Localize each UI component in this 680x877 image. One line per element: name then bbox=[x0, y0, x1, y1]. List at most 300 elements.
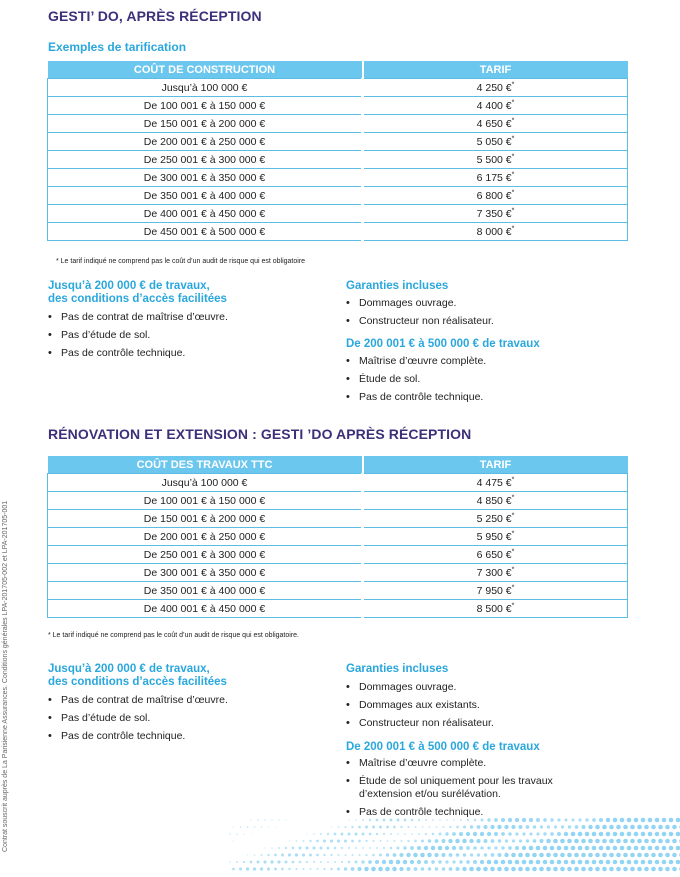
decorative-dot bbox=[602, 867, 607, 872]
decorative-dot bbox=[487, 860, 492, 865]
decorative-dot bbox=[526, 825, 530, 829]
decorative-dot bbox=[372, 854, 375, 857]
decorative-dot bbox=[648, 832, 653, 837]
footnote-asterisk: * bbox=[511, 81, 515, 88]
decorative-dot bbox=[387, 840, 389, 842]
decorative-dot bbox=[247, 826, 249, 828]
decorative-dot bbox=[247, 854, 248, 855]
decorative-dot bbox=[518, 853, 523, 858]
decorative-dot bbox=[546, 867, 551, 872]
decorative-dot bbox=[578, 860, 583, 865]
footnote-asterisk: * bbox=[511, 117, 515, 124]
decorative-dot bbox=[334, 861, 336, 863]
cost-range-cell: De 400 001 € à 450 000 € bbox=[48, 205, 363, 223]
decorative-dot bbox=[393, 853, 397, 857]
decorative-dot bbox=[567, 867, 572, 872]
decorative-dot bbox=[655, 846, 660, 851]
decorative-dot bbox=[655, 818, 660, 823]
decorative-dot bbox=[644, 853, 649, 858]
decorative-dot bbox=[296, 840, 298, 842]
bullet-item: • Pas d’étude de sol. bbox=[48, 329, 228, 342]
heading-line: des conditions d’accès facilitées bbox=[48, 676, 227, 688]
decorative-dot bbox=[641, 846, 646, 851]
decorative-dot bbox=[302, 868, 304, 870]
tariff-cell bbox=[363, 115, 628, 133]
decorative-dot bbox=[560, 853, 565, 858]
decorative-dot bbox=[504, 867, 509, 872]
decorative-dot bbox=[312, 846, 315, 849]
decorative-dot bbox=[578, 846, 583, 851]
decorative-dot bbox=[644, 839, 649, 844]
decorative-dot bbox=[285, 861, 288, 864]
section1-footnote: * Le tarif indiqué ne comprend pas le coût d’un audit de risque qui est obligatoire bbox=[56, 258, 306, 265]
section1-subtitle: Exemples de tarification bbox=[48, 40, 187, 54]
decorative-dot bbox=[364, 867, 368, 871]
decorative-dot bbox=[264, 819, 266, 821]
decorative-dot bbox=[477, 825, 481, 829]
decorative-dot bbox=[466, 846, 470, 850]
decorative-dot bbox=[518, 825, 522, 829]
decorative-dot bbox=[250, 861, 253, 864]
decorative-dot bbox=[341, 861, 343, 863]
decorative-dot bbox=[399, 853, 403, 857]
decorative-dot bbox=[665, 853, 670, 858]
decorative-dot bbox=[567, 839, 572, 844]
decorative-dot bbox=[323, 854, 325, 856]
section2-left-list bbox=[48, 694, 228, 748]
decorative-dot bbox=[511, 867, 516, 872]
cost-range-cell: De 150 001 € à 200 000 € bbox=[48, 115, 363, 133]
decorative-dot bbox=[438, 860, 441, 863]
decorative-dot bbox=[672, 839, 677, 844]
decorative-dot bbox=[313, 833, 315, 835]
cost-range-cell: De 450 001 € à 500 000 € bbox=[48, 223, 363, 241]
decorative-dot bbox=[369, 833, 372, 836]
decorative-dot bbox=[592, 860, 597, 865]
decorative-dot bbox=[571, 860, 576, 865]
decorative-dot bbox=[669, 860, 674, 865]
decorative-dot bbox=[620, 832, 625, 837]
decorative-dot bbox=[669, 818, 674, 823]
decorative-dot bbox=[532, 867, 537, 872]
decorative-dot bbox=[539, 853, 544, 858]
decorative-dot bbox=[550, 846, 555, 851]
decorative-dot bbox=[459, 832, 463, 836]
decorative-dot bbox=[420, 853, 425, 858]
decorative-dot bbox=[435, 839, 439, 843]
decorative-dot bbox=[271, 847, 273, 849]
decorative-dot bbox=[323, 840, 326, 843]
decorative-dot bbox=[592, 832, 597, 837]
decorative-dot bbox=[271, 819, 273, 821]
decorative-dot bbox=[396, 860, 401, 865]
decorative-dot bbox=[560, 867, 565, 872]
decorative-dot bbox=[665, 867, 670, 872]
decorative-dot bbox=[574, 867, 579, 872]
table-row bbox=[48, 169, 628, 187]
decorative-dot bbox=[240, 826, 242, 828]
decorative-dot bbox=[480, 860, 484, 864]
cost-range-cell: Jusqu’à 100 000 € bbox=[48, 79, 363, 97]
decorative-dot bbox=[567, 853, 572, 858]
decorative-dot bbox=[445, 832, 448, 835]
decorative-dot bbox=[365, 854, 367, 856]
decorative-dot bbox=[599, 818, 603, 822]
decorative-dot bbox=[557, 846, 562, 851]
decorative-dot bbox=[380, 840, 382, 842]
decorative-dot bbox=[508, 846, 512, 850]
decorative-dot bbox=[445, 846, 449, 850]
decorative-dot bbox=[407, 840, 409, 842]
table-row bbox=[48, 97, 628, 115]
decorative-dot bbox=[515, 846, 519, 850]
decorative-dot bbox=[390, 833, 392, 835]
decorative-dot bbox=[267, 867, 270, 870]
bullet-item: • Pas d’étude de sol. bbox=[48, 712, 228, 725]
decorative-dot bbox=[278, 847, 280, 849]
decorative-dot bbox=[309, 854, 312, 857]
table-row bbox=[48, 564, 628, 582]
decorative-dot bbox=[676, 818, 680, 823]
decorative-dot bbox=[595, 867, 600, 872]
decorative-dot bbox=[236, 861, 238, 863]
decorative-dot bbox=[441, 839, 445, 843]
decorative-dot bbox=[383, 847, 385, 849]
decorative-dot bbox=[634, 846, 639, 851]
decorative-dot bbox=[630, 825, 635, 830]
decorative-dot bbox=[278, 819, 279, 820]
decorative-dot bbox=[501, 846, 504, 849]
decorative-dot bbox=[399, 867, 403, 871]
decorative-dot bbox=[254, 826, 256, 828]
decorative-dot bbox=[452, 846, 456, 850]
decorative-dot bbox=[574, 839, 579, 844]
tariff-value: 5 950 € bbox=[476, 530, 512, 543]
decorative-dot bbox=[469, 839, 473, 843]
decorative-dot bbox=[302, 840, 304, 842]
table-row bbox=[48, 133, 628, 151]
footnote-asterisk: * bbox=[511, 476, 515, 483]
decorative-dot bbox=[588, 867, 593, 872]
decorative-dot bbox=[358, 854, 360, 856]
tariff-value: 8 000 € bbox=[476, 225, 512, 238]
bullet-item: • Pas de contrôle technique. bbox=[346, 806, 596, 819]
decorative-dot bbox=[595, 853, 600, 858]
table-row bbox=[48, 600, 628, 618]
decorative-dot bbox=[441, 853, 445, 857]
decorative-dot bbox=[305, 846, 308, 849]
decorative-dot bbox=[501, 860, 506, 865]
decorative-dot bbox=[274, 868, 277, 871]
decorative-dot bbox=[417, 846, 421, 850]
decorative-dot bbox=[564, 846, 569, 851]
section2-left-heading bbox=[48, 663, 227, 689]
tariff-value: 7 950 € bbox=[476, 584, 512, 597]
footnote-asterisk: * bbox=[511, 171, 515, 178]
decorative-dot bbox=[414, 867, 418, 871]
decorative-dot bbox=[431, 846, 435, 850]
decorative-dot bbox=[375, 860, 379, 864]
decorative-dot bbox=[431, 860, 435, 864]
decorative-dot bbox=[455, 867, 459, 871]
decorative-dot bbox=[352, 854, 354, 856]
tariff-value: 6 800 € bbox=[476, 189, 512, 202]
decorative-dot bbox=[351, 867, 355, 871]
decorative-dot bbox=[397, 847, 400, 850]
decorative-dot bbox=[630, 839, 635, 844]
decorative-dot bbox=[369, 847, 371, 849]
pricing-table-construction bbox=[47, 61, 628, 241]
decorative-dot bbox=[418, 833, 420, 835]
bullet-item: • Pas de contrôle technique. bbox=[48, 730, 228, 743]
tariff-cell bbox=[363, 546, 628, 564]
decorative-dot bbox=[490, 867, 495, 872]
tariff-cell bbox=[363, 223, 628, 241]
decorative-dot bbox=[379, 854, 382, 857]
cost-range-cell: De 100 001 € à 150 000 € bbox=[48, 97, 363, 115]
decorative-dot bbox=[476, 839, 480, 843]
decorative-dot bbox=[260, 867, 263, 870]
decorative-dot bbox=[434, 853, 438, 857]
decorative-dot bbox=[564, 832, 568, 836]
decorative-dot bbox=[389, 860, 394, 865]
decorative-dot bbox=[554, 825, 557, 828]
decorative-dot bbox=[568, 825, 571, 828]
cost-range-cell: De 350 001 € à 400 000 € bbox=[48, 187, 363, 205]
decorative-dot bbox=[581, 825, 585, 829]
decorative-dot bbox=[397, 833, 399, 835]
tariff-value: 4 250 € bbox=[476, 81, 512, 94]
decorative-dot bbox=[236, 833, 238, 835]
decorative-dot bbox=[351, 826, 353, 828]
decorative-dot bbox=[662, 818, 667, 823]
decorative-dot bbox=[292, 847, 295, 850]
cost-range-cell: De 200 001 € à 250 000 € bbox=[48, 133, 363, 151]
decorative-dot bbox=[393, 826, 396, 829]
decorative-dot bbox=[623, 825, 628, 830]
tariff-cell bbox=[363, 187, 628, 205]
decorative-dot bbox=[320, 833, 322, 835]
decorative-dot bbox=[379, 826, 382, 829]
decorative-dot bbox=[599, 832, 604, 837]
decorative-dot bbox=[302, 853, 305, 856]
footnote-asterisk: * bbox=[511, 548, 515, 555]
decorative-dot bbox=[362, 833, 365, 836]
decorative-dot bbox=[522, 860, 527, 865]
decorative-dot bbox=[289, 840, 290, 841]
pricing-table-renovation bbox=[47, 456, 628, 618]
tariff-value: 4 400 € bbox=[476, 99, 512, 112]
tariff-value: 4 475 € bbox=[476, 476, 512, 489]
decorative-dot bbox=[655, 860, 660, 865]
decorative-dot bbox=[306, 833, 307, 834]
decorative-dot bbox=[355, 833, 358, 836]
heading-line: Jusqu’à 200 000 € de travaux, bbox=[48, 280, 210, 292]
tariff-cell bbox=[363, 205, 628, 223]
decorative-dot bbox=[511, 825, 515, 829]
decorative-dot bbox=[439, 833, 442, 836]
decorative-dot bbox=[515, 832, 518, 835]
cost-range-cell: De 350 001 € à 400 000 € bbox=[48, 582, 363, 600]
section1-right-list bbox=[346, 297, 494, 333]
decorative-dot bbox=[309, 840, 311, 842]
decorative-dot bbox=[267, 854, 269, 856]
decorative-dot bbox=[672, 825, 677, 830]
decorative-dot bbox=[361, 860, 364, 863]
decorative-dot bbox=[606, 832, 611, 837]
decorative-dot bbox=[368, 860, 372, 864]
decorative-dot bbox=[372, 825, 375, 828]
decorative-dot bbox=[505, 839, 508, 842]
tariff-value: 6 650 € bbox=[476, 548, 512, 561]
decorative-dot bbox=[327, 833, 329, 835]
decorative-dot bbox=[533, 839, 537, 843]
decorative-dot bbox=[532, 853, 537, 858]
decorative-dot bbox=[595, 825, 600, 830]
section2-right-heading: Garanties incluses bbox=[346, 663, 449, 675]
decorative-dot bbox=[574, 853, 579, 858]
decorative-dot bbox=[473, 832, 477, 836]
section1-left-heading bbox=[48, 280, 227, 306]
decorative-dot bbox=[585, 832, 590, 837]
decorative-dot bbox=[613, 860, 618, 865]
decorative-dot bbox=[613, 818, 618, 823]
decorative-dot bbox=[529, 846, 534, 851]
decorative-dot bbox=[588, 853, 593, 858]
decorative-dot bbox=[239, 867, 242, 870]
cost-range-cell: De 250 001 € à 300 000 € bbox=[48, 151, 363, 169]
decorative-dot bbox=[627, 846, 632, 851]
cost-range-cell: De 400 001 € à 450 000 € bbox=[48, 600, 363, 618]
decorative-dot bbox=[400, 840, 402, 842]
section1-right-heading: Garanties incluses bbox=[346, 280, 449, 292]
decorative-dot bbox=[498, 839, 501, 842]
decorative-dot bbox=[288, 853, 291, 856]
decorative-dot bbox=[229, 833, 231, 835]
decorative-dot bbox=[533, 825, 537, 829]
decorative-dot bbox=[526, 839, 529, 842]
decorative-dot bbox=[616, 867, 621, 872]
decorative-dot bbox=[648, 818, 653, 823]
decorative-dot bbox=[355, 861, 358, 864]
decorative-dot bbox=[348, 861, 351, 864]
decorative-dot bbox=[539, 867, 544, 872]
decorative-dot bbox=[424, 846, 428, 850]
decorative-dot bbox=[338, 826, 340, 828]
bullet-item: • Pas de contrat de maîtrise d’œuvre. bbox=[48, 311, 228, 324]
footnote-asterisk: * bbox=[511, 530, 515, 537]
decorative-dot bbox=[306, 861, 308, 863]
decorative-dot bbox=[422, 826, 424, 828]
decorative-dot bbox=[641, 860, 646, 865]
decorative-dot bbox=[543, 860, 548, 865]
decorative-dot bbox=[257, 861, 260, 864]
decorative-dot bbox=[476, 867, 481, 872]
decorative-dot bbox=[658, 853, 663, 858]
side-legal-text: Contrat souscrit auprès de La Parisienne Assurances. Conditions générales LPA-201705-002 et LPA-201705-001 bbox=[2, 500, 9, 852]
tariff-cell bbox=[363, 79, 628, 97]
decorative-dot bbox=[371, 867, 376, 872]
decorative-dot bbox=[281, 868, 284, 871]
decorative-dot bbox=[292, 861, 295, 864]
decorative-dot bbox=[658, 839, 663, 844]
decorative-dot bbox=[470, 825, 473, 828]
decorative-dot bbox=[620, 860, 625, 865]
decorative-dot bbox=[448, 839, 452, 843]
tariff-value: 4 650 € bbox=[476, 117, 512, 130]
decorative-dot bbox=[319, 846, 322, 849]
decorative-dot bbox=[553, 853, 558, 858]
decorative-dot bbox=[341, 847, 343, 849]
decorative-dot bbox=[404, 833, 406, 835]
decorative-dot bbox=[449, 826, 451, 828]
decorative-dot bbox=[337, 854, 339, 856]
decorative-dot bbox=[390, 847, 393, 850]
decorative-dot bbox=[501, 832, 505, 836]
decorative-dot bbox=[658, 825, 663, 830]
decorative-dot bbox=[602, 825, 607, 830]
decorative-dot bbox=[285, 847, 287, 849]
decorative-dot bbox=[529, 832, 532, 835]
decorative-dot bbox=[417, 860, 421, 864]
decorative-dot bbox=[609, 853, 614, 858]
decorative-dot bbox=[525, 867, 530, 872]
decorative-dot bbox=[536, 860, 541, 865]
decorative-dot bbox=[525, 853, 530, 858]
decorative-dot bbox=[233, 840, 234, 841]
decorative-dot bbox=[406, 853, 410, 857]
decorative-dot bbox=[480, 846, 483, 849]
decorative-dot bbox=[540, 825, 543, 828]
decorative-dot bbox=[462, 839, 466, 843]
table-row bbox=[48, 582, 628, 600]
decorative-dot bbox=[588, 825, 592, 829]
decorative-dot bbox=[358, 840, 361, 843]
footnote-asterisk: * bbox=[511, 225, 515, 232]
bullet-item: • Pas de contrat de maîtrise d’œuvre. bbox=[48, 694, 228, 707]
bullet-item: • Dommages ouvrage. bbox=[346, 297, 494, 310]
decorative-dot bbox=[623, 867, 628, 872]
decorative-dot bbox=[519, 839, 522, 842]
decorative-dot bbox=[665, 825, 670, 830]
decorative-dot bbox=[250, 833, 251, 834]
decorative-dot bbox=[421, 839, 424, 842]
decorative-dot bbox=[522, 832, 525, 835]
decorative-dot bbox=[365, 840, 367, 842]
decorative-dot bbox=[382, 860, 386, 864]
decorative-dot bbox=[630, 867, 635, 872]
decorative-dot bbox=[330, 868, 333, 871]
bullet-item: • Dommages ouvrage. bbox=[346, 681, 494, 694]
footnote-asterisk: * bbox=[511, 584, 515, 591]
decorative-dot bbox=[410, 846, 414, 850]
decorative-dot bbox=[459, 846, 463, 850]
decorative-dot bbox=[665, 839, 670, 844]
decorative-dot bbox=[536, 846, 541, 851]
footnote-asterisk: * bbox=[511, 135, 515, 142]
decorative-dot bbox=[436, 826, 438, 828]
decorative-dot bbox=[648, 860, 653, 865]
cost-range-cell: De 150 001 € à 200 000 € bbox=[48, 510, 363, 528]
footnote-asterisk: * bbox=[511, 153, 515, 160]
bullet-item: • Maîtrise d’œuvre complète. bbox=[346, 757, 596, 770]
decorative-dot bbox=[539, 839, 543, 843]
tariff-cell bbox=[363, 510, 628, 528]
decorative-dot bbox=[581, 839, 586, 844]
decorative-dot bbox=[406, 867, 410, 871]
decorative-dot bbox=[425, 833, 427, 835]
tariff-cell bbox=[363, 582, 628, 600]
